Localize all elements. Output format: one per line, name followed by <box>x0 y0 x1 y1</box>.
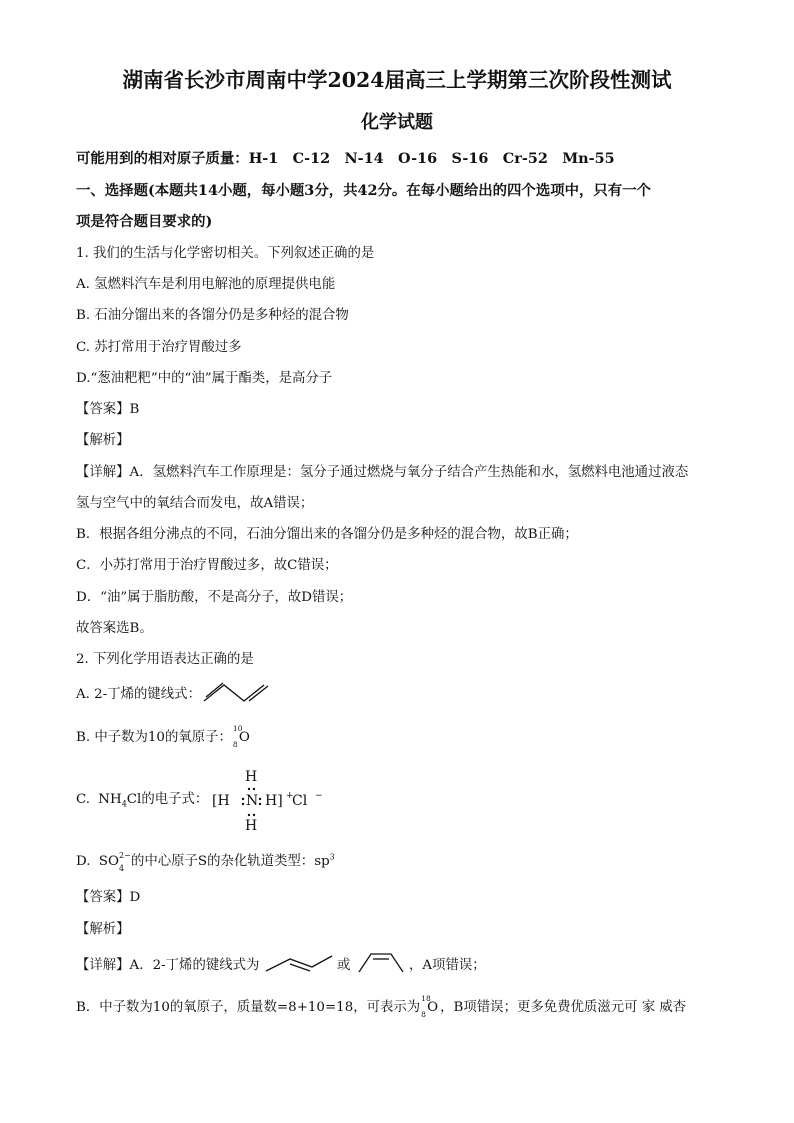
q2-option-b-text: B. 中子数为10的氧原子： <box>76 730 232 745</box>
q2-detail-b-end: ，B项错误；更多免费优质滋元可 家 威杏 <box>440 1000 687 1015</box>
q1-detail-line4: C．小苏打常用于治疗胃酸过多，故C错误； <box>76 558 338 573</box>
page-title: 湖南省长沙市周南中学2024届高三上学期第三次阶段性测试 <box>122 68 672 92</box>
q1-analysis-label: 【解析】 <box>76 433 130 448</box>
oxygen-isotope-symbol: 10 8 O <box>232 724 250 749</box>
q1-detail-line1: 【详解】A．氢燃料汽车工作原理是：氢分子通过燃烧与氧分子结合产生热能和水，氢燃料电池通过液态 <box>76 465 689 480</box>
q1-option-b: B. 石油分馏出来的各馏分仍是多种烃的混合物 <box>76 308 349 323</box>
q2-detail-a-text: 【详解】A．2-丁烯的键线式为 <box>76 958 260 973</box>
page-subtitle: 化学试题 <box>361 112 433 133</box>
electron-dots <box>236 772 266 832</box>
trans-2-butene-structure <box>264 953 334 975</box>
section-heading-line2: 项是符合题目要求的) <box>76 213 213 230</box>
q1-option-a: A. 氢燃料汽车是利用电解池的原理提供电能 <box>76 277 336 292</box>
q2-option-a-text: A. 2-丁烯的键线式： <box>76 687 201 702</box>
q2-answer: 【答案】D <box>76 890 141 905</box>
q2-option-c-label: C. <box>76 792 91 807</box>
electron-formula-h-bottom: H <box>245 818 258 834</box>
q1-option-c: C. 苏打常用于治疗胃酸过多 <box>76 340 242 355</box>
q2-option-a <box>76 686 201 704</box>
q2-option-d <box>76 853 335 871</box>
q2-detail-a-or: 或 <box>337 958 351 973</box>
electron-formula-minus: − <box>315 791 323 801</box>
q2-detail-b-text: B．中子数为10的氧原子，质量数=8+10=18，可表示为 <box>76 1000 421 1015</box>
electron-formula-left: [H <box>212 793 230 809</box>
butadiene-skeletal-structure <box>200 679 274 705</box>
electron-formula-plus: + <box>286 791 294 801</box>
q1-stem: 1. 我们的生活与化学密切相关。下列叙述正确的是 <box>76 246 375 261</box>
ammonium-chloride-formula: $NH_4Cl$ <box>98 792 142 809</box>
section-heading-line1: 一、选择题(本题共14小题，每小题3分，共42分。在每小题给出的四个选项中，只有一个 <box>76 182 651 199</box>
cis-2-butene-structure <box>357 950 407 976</box>
atomic-mass-line: 可能用到的相对原子质量：H-1 C-12 N-14 O-16 S-16 Cr-52 Mn-55 <box>76 150 615 167</box>
electron-formula-h-top: H <box>245 769 258 785</box>
q1-option-d: D.“葱油粑粑”中的“油”属于酯类，是高分子 <box>76 371 333 386</box>
sulfate-formula: SO 2− 4 <box>98 851 131 873</box>
q1-answer: 【答案】B <box>76 402 140 417</box>
q1-detail-line3: B．根据各组分沸点的不同，石油分馏出来的各馏分仍是多种烃的混合物，故B正确； <box>76 527 578 542</box>
electron-formula-n: N <box>246 793 259 809</box>
q2-option-c <box>76 791 208 809</box>
hybridization: $sp^3$ <box>314 852 335 869</box>
electron-formula-right: H] <box>265 793 283 809</box>
electron-formula-cl: Cl <box>292 793 308 809</box>
q2-detail-b <box>76 994 687 1019</box>
q1-detail-line2: 氢与空气中的氧结合而发电，故A错误； <box>76 496 314 511</box>
q2-option-d-text: 的中心原子S的杂化轨道类型： <box>130 854 315 869</box>
oxygen-18-isotope-symbol: 18 8 O <box>421 994 439 1019</box>
q1-detail-line5: D．“油”属于脂肪酸，不是高分子，故D错误； <box>76 590 353 605</box>
q2-option-d-label: D. <box>76 854 91 869</box>
q1-detail-line6: 故答案选B。 <box>76 621 153 636</box>
q2-detail-a-end: ，A项错误； <box>409 958 486 973</box>
q2-stem: 2. 下列化学用语表达正确的是 <box>76 652 254 667</box>
q2-detail-a <box>76 957 259 975</box>
q2-option-c-text: 的电子式： <box>141 792 209 807</box>
q2-analysis-label: 【解析】 <box>76 922 130 937</box>
q2-option-b <box>76 724 252 749</box>
